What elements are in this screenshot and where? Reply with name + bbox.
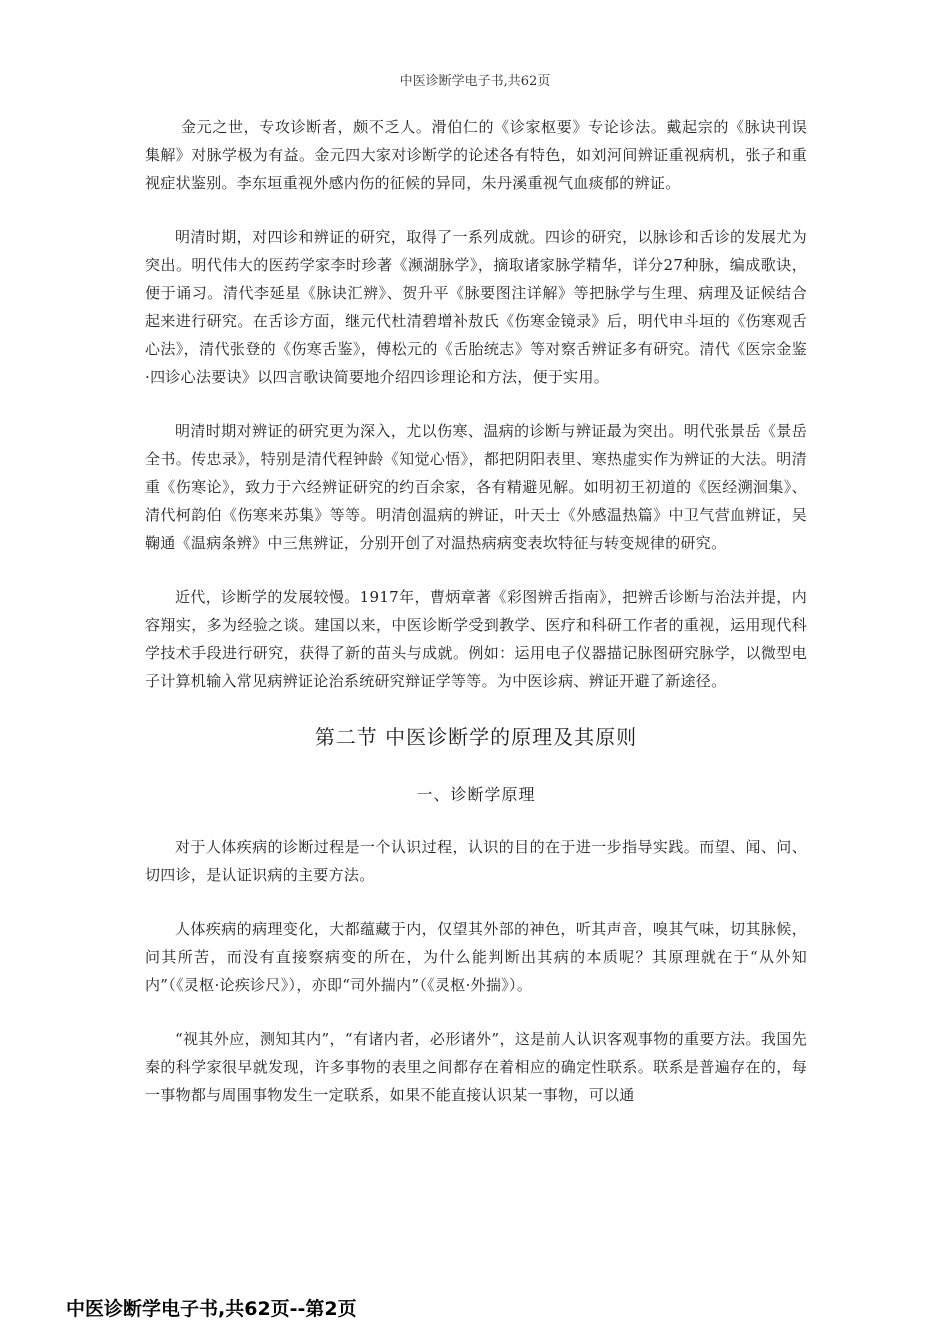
page-header: 中医诊断学电子书,共62页 [399,74,551,89]
page-footer: 中医诊断学电子书,共62页--第2页 [66,1298,357,1320]
subsection-title: 一、诊断学原理 [416,785,536,804]
section-title: 第二节 中医诊断学的原理及其原则 [314,725,638,749]
document-body [145,113,807,1135]
paragraph-ming-qing-four-diagnoses: 明清时期，对四诊和辨证的研究，取得了一系列成就。四诊的研究，以脉诊和舌诊的发展尤为突出。明代伟大的医药学家李时珍著《濒湖脉学》，摘取诸家脉学精华，详分27种脉，编成歌诀，便于诵习。清代李延星《脉诀汇辨》、贺升平《脉要图注详解》等把脉学与生理、病理及证候结合起来进行研究。在舌诊方面，继元代杜清碧增补敖氏《伤寒金镜录》后，明代申斗垣的《伤寒观舌心法》，清代张登的《伤寒舌鉴》，傅松元的《舌胎统志》等对察舌辨证多有研究。清代《医宗金鉴·四诊心法要诀》以四言歌诀简要地介绍四诊理论和方法，便于实用。 [145,228,807,386]
paragraph-jin-yuan: 金元之世，专攻诊断者，颇不乏人。滑伯仁的《诊家枢要》专论诊法。戴起宗的《脉诀刊误集解》对脉学极为有益。金元四大家对诊断学的论述各有特色，如刘河间辨证重视病机，张子和重视症状鉴别。李东垣重视外感内伤的征候的异同，朱丹溪重视气血痰郁的辨证。 [145,118,807,192]
paragraph-external-internal: “视其外应，测知其内”，“有诸内者，必形诸外”，这是前人认识客观事物的重要方法。我国先秦的科学家很早就发现，许多事物的表里之间都存在着相应的确定性联系。联系是普遍存在的，每一事物都与周围事物发生一定联系，如果不能直接认识某一事物，可以通 [145,1030,807,1104]
paragraph-diagnosis-process: 对于人体疾病的诊断过程是一个认识过程，认识的目的在于进一步指导实践。而望、闻、问、切四诊，是认证识病的主要方法。 [145,838,807,884]
paragraph-pathology: 人体疾病的病理变化，大都蕴藏于内，仅望其外部的神色，听其声音，嗅其气味，切其脉候，问其所苦，而没有直接察病变的所在，为什么能判断出其病的本质呢？其原理就在于“从外知内”（《灵枢·论疾诊尺》），亦即“司外揣内”（《灵枢·外揣》）。 [145,920,807,994]
paragraph-ming-qing-syndrome: 明清时期对辨证的研究更为深入，尤以伤寒、温病的诊断与辨证最为突出。明代张景岳《景岳全书。传忠录》，特别是清代程钟龄《知觉心悟》，都把阴阳表里、寒热虚实作为辨证的大法。明清重《伤寒论》，致力于六经辨证研究的约百余家，各有精避见解。如明初王初道的《医经溯洄集》、清代柯韵伯《伤寒来苏集》等等。明清创温病的辨证，叶天士《外感温热篇》中卫气营血辨证，吴鞠通《温病条辨》中三焦辨证，分别开创了对温热病病变表坎特征与转变规律的研究。 [145,422,807,552]
paragraph-modern: 近代，诊断学的发展较慢。1917年，曹炳章著《彩图辨舌指南》，把辨舌诊断与治法并提，内容翔实，多为经验之谈。建国以来，中医诊断学受到教学、医疗和科研工作者的重视，运用现代科学技术手段进行研究，获得了新的苗头与成就。例如：运用电子仪器描记脉图研究脉学，以微型电子计算机输入常见病辨证论治系统研究辩证学等等。为中医诊病、辨证开避了新途径。 [145,588,807,690]
